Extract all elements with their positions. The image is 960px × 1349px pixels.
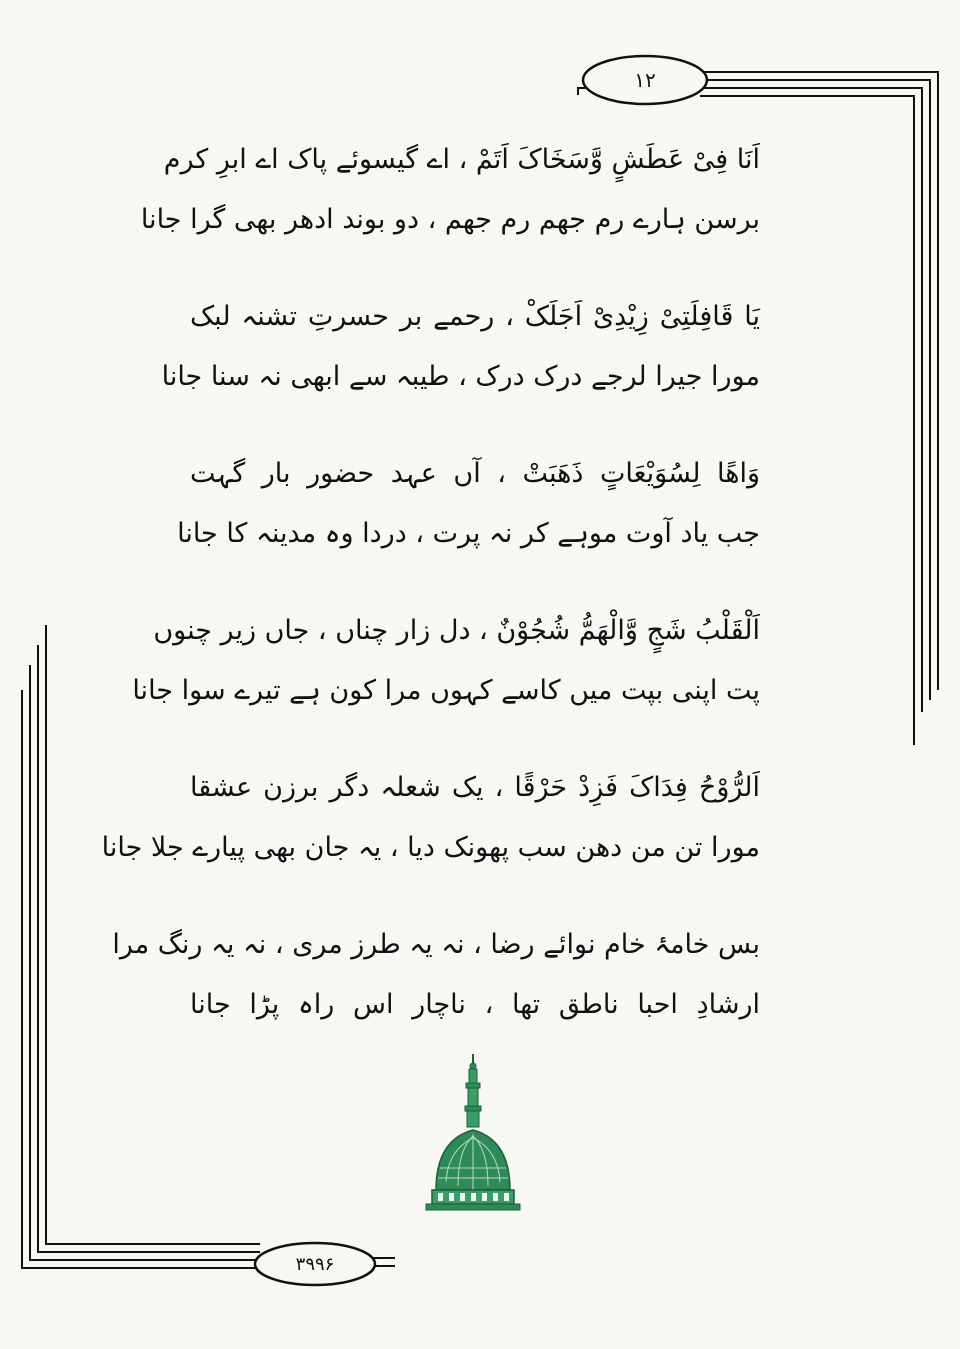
bottom-page-number: ۳۹۹۶ xyxy=(295,1253,335,1275)
verse-line: اَلرُّوْحُ فِدَاکَ فَزِدْ حَرْقًا ، یک شعلہ دگر برزن عشقا xyxy=(190,772,760,803)
verse-line: پت اپنی بپت میں کاسے کہوں مرا کون ہے تیرے سوا جانا xyxy=(132,675,760,706)
stanza xyxy=(101,758,760,878)
verse-line: یَا قَافِلَتِیْ زِیْدِیْ اَجَلَکْ ، رحمے بر حسرتِ تشنہ لبک xyxy=(190,301,760,332)
stanza xyxy=(132,601,760,721)
poem-body xyxy=(101,130,760,1035)
verse-line: اَنَا فِیْ عَطَشٍ وَّسَخَاکَ اَتَمْ ، اے گیسوئے پاک اے ابرِ کرم xyxy=(163,144,760,175)
verse-line: مورا جیرا لرجے درک درک ، طیبہ سے ابھی نہ سنا جانا xyxy=(161,361,760,392)
verse-line: ارشادِ احبا ناطق تھا ، ناچار اس راہ پڑا جانا xyxy=(190,989,760,1020)
verse-line: اَلْقَلْبُ شَجٍ وَّالْھَمُّ شُجُوْنٌ ، دل زار چناں ، جاں زیر چنوں xyxy=(153,615,760,646)
stanza xyxy=(161,287,760,407)
stanza xyxy=(140,130,760,250)
stanza xyxy=(177,444,760,564)
green-dome-icon xyxy=(418,1050,528,1220)
verse-line: مورا تن من دھن سب پھونک دیا ، یہ جان بھی پیارے جلا جانا xyxy=(101,832,760,863)
verse-line: برسن ہارے رم جھم رم جھم ، دو بوند ادھر بھی گرا جانا xyxy=(140,204,760,235)
verse-line: وَاھًا لِسُوَیْعَاتٍ ذَھَبَتْ ، آں عہد حضور بار گہت xyxy=(190,458,760,489)
verse-line: بس خامۂ خام نوائے رضا ، نہ یہ طرز مری ، نہ یہ رنگ مرا xyxy=(112,929,760,960)
stanza xyxy=(112,915,760,1035)
top-page-number: ۱۲ xyxy=(634,68,656,92)
verse-line: جب یاد آوت موہے کر نہ پرت ، دردا وہ مدینہ کا جانا xyxy=(177,518,760,549)
